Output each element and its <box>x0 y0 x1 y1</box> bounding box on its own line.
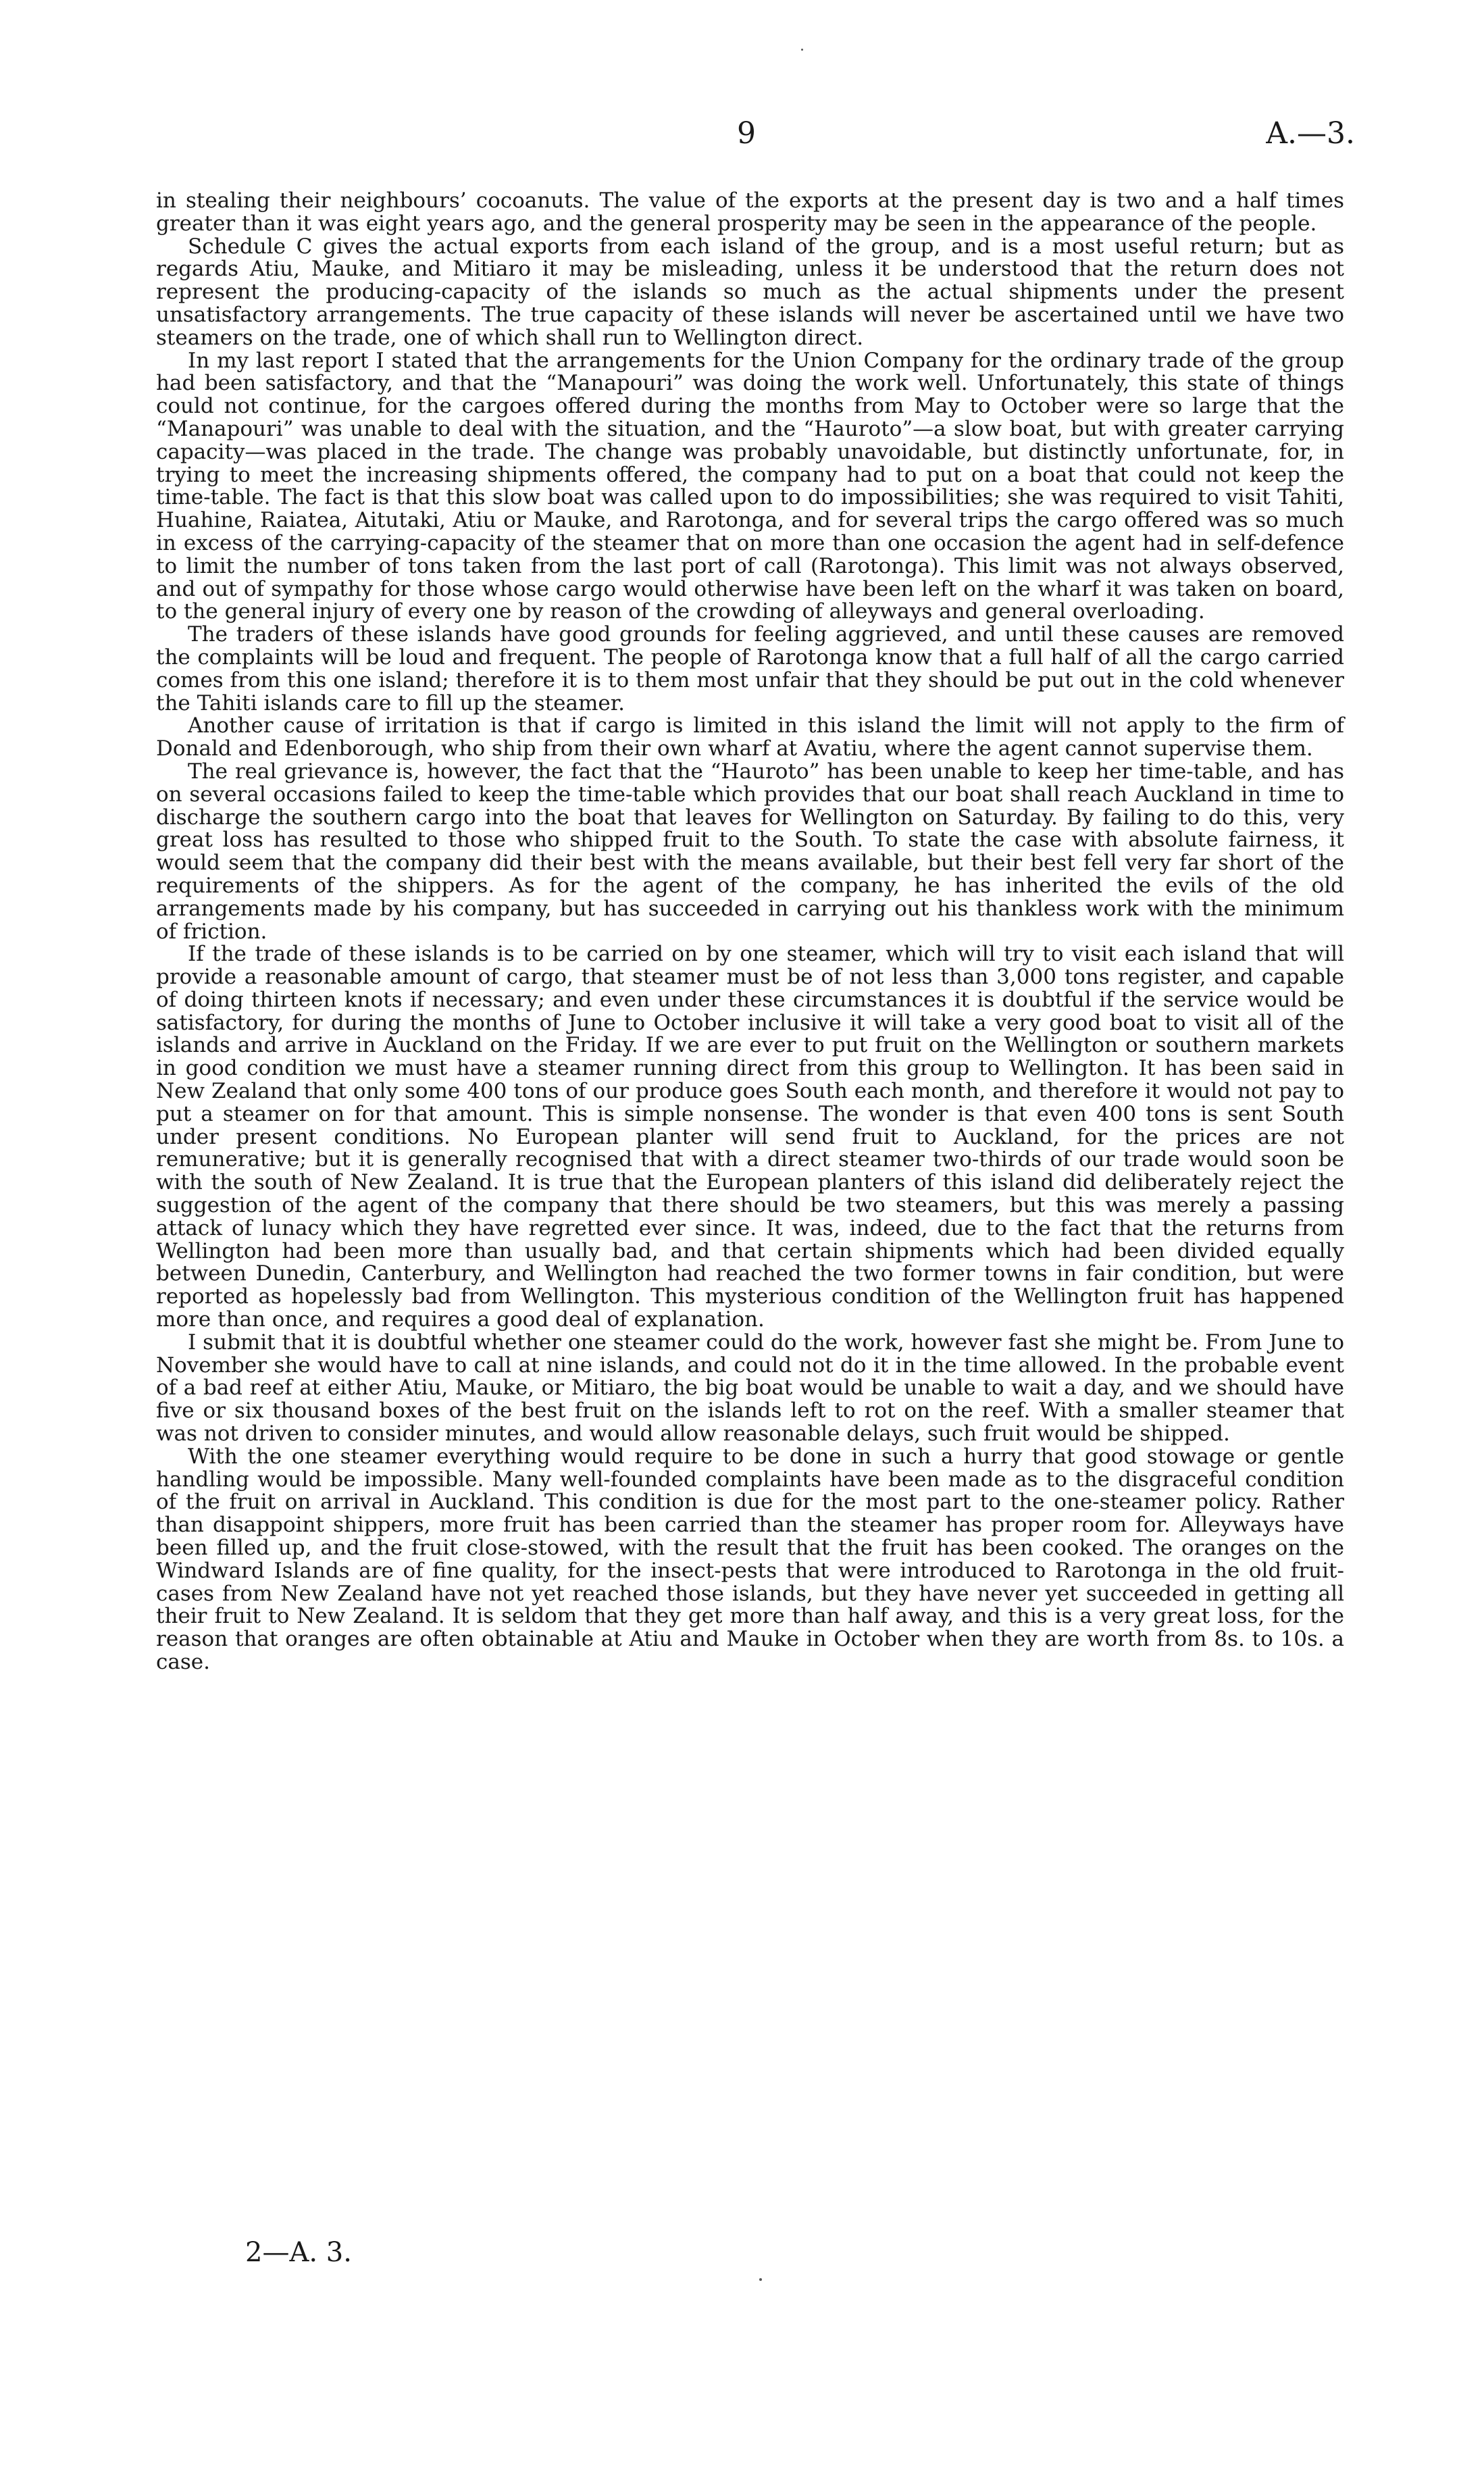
ink-speck <box>801 49 803 51</box>
paragraph-real-grievance: The real grievance is, however, the fact that the “Hauroto” has been unable to keep her time-table, and has on several occasions failed to keep the time-table which provides that our boat shall reach Auckland in time to discharge the southern cargo into the boat that leaves for Wellington on Saturday. By failing to do this, very great loss has resulted to those who shipped fruit to the South. To state the case with absolute fairness, it would seem that the company did their best with the means available, but their best fell very far short of the requirements of the shippers. As for the agent of the company, he has inherited the evils of the old arrangements made by his company, but has succeeded in carrying out his thankless work with the minimum of friction. <box>156 759 1344 944</box>
paragraph-doubtful: I submit that it is doubtful whether one steamer could do the work, however fast she might be. From June to November she would have to call at nine islands, and could not do it in the time allowed. In the probable event of a bad reef at either Atiu, Mauke, or Mitiaro, the big boat would be unable to wait a day, and we should have five or six thousand boxes of the best fruit on the islands left to rot on the reef. With a smaller steamer that was not driven to consider minutes, and would allow reasonable delays, such fruit would be shipped. <box>156 1330 1344 1446</box>
paragraph-schedule-c: Schedule C gives the actual exports from each island of the group, and is a most useful return; but as regards Atiu, Mauke, and Mitiaro it may be misleading, unless it be understood that the return does not represent the producing-capacity of the islands so much as the actual shipments under the present unsatisfactory arrangements. The true capacity of these islands will never be ascertained until we have two steamers on the trade, one of which shall run to Wellington direct. <box>156 234 1344 350</box>
document-reference: A.—3. <box>1266 116 1355 151</box>
signature-mark: 2—A. 3. <box>245 2237 352 2268</box>
paragraph-one-steamer: If the trade of these islands is to be carried on by one steamer, which will try to visit each island that will provide a reasonable amount of cargo, that steamer must be of not less than 3,000 tons register, and capable of doing thirteen knots if necessary; and even under these circumstances it is doubtful if the service would be satisfactory, for during the months of June to October inclusive it will take a very good boat to visit all of the islands and arrive in Auckland on the Friday. If we are ever to put fruit on the Wellington or southern markets in good condition we must have a steamer running direct from this group to Wellington. It has been said in New Zealand that only some 400 tons of our produce goes South each month, and therefore it would not pay to put a steamer on for that amount. This is simple nonsense. The wonder is that even 400 tons is sent South under present conditions. No European planter will send fruit to Auckland, for the prices are not remunerative; but it is generally recognised that with a direct steamer two-thirds of our trade would soon be with the south of New Zealand. It is true that the European planters of this island did deliberately reject the suggestion of the agent of the company that there should be two steamers, but this was merely a passing attack of lunacy which they have regretted ever since. It was, indeed, due to the fact that the returns from Wellington had been more than usually bad, and that certain shipments which had been divided equally between Dunedin, Canterbury, and Wellington had reached the two former towns in fair condition, but were reported as hopelessly bad from Wellington. This mysterious condition of the Wellington fruit has happened more than once, and requires a good deal of explanation. <box>156 942 1344 1332</box>
paragraph-irritation: Another cause of irritation is that if cargo is limited in this island the limit will not apply to the firm of Donald and Edenborough, who ship from their own wharf at Avatiu, where the agent cannot supervise them. <box>156 713 1344 761</box>
paragraph-traders-aggrieved: The traders of these islands have good grounds for feeling aggrieved, and until these causes are removed the complaints will be loud and frequent. The people of Rarotonga know that a full half of all the cargo carried comes from this one island; therefore it is to them most unfair that they should be put out in the cold whenever the Tahiti islands care to fill up the steamer. <box>156 622 1344 715</box>
paragraph-cocoanuts: in stealing their neighbours’ cocoanuts. The value of the exports at the present day is two and a half times greater than it was eight years ago, and the general prosperity may be seen in the appearance of the people. <box>156 188 1344 236</box>
body-text <box>156 190 1344 1674</box>
ink-speck <box>759 2278 762 2281</box>
paragraph-stowage: With the one steamer everything would require to be done in such a hurry that good stowage or gentle handling would be impossible. Many well-founded complaints have been made as to the disgraceful condition of the fruit on arrival in Auckland. This condition is due for the most part to the one-steamer policy. Rather than disappoint shippers, more fruit has been carried than the steamer has proper room for. Alleyways have been filled up, and the fruit close-stowed, with the result that the fruit has been cooked. The oranges on the Windward Islands are of fine quality, for the insect-pests that were introduced to Rarotonga in the old fruit-cases from New Zealand have not yet reached those islands, but they have never yet succeeded in getting all their fruit to New Zealand. It is seldom that they get more than half away, and this is a very great loss, for the reason that oranges are often obtainable at Atiu and Mauke in October when they are worth from 8s. to 10s. a case. <box>156 1444 1344 1674</box>
page-number: 9 <box>737 116 756 151</box>
paragraph-last-report: In my last report I stated that the arrangements for the Union Company for the ordinary trade of the group had been satisfactory, and that the “Manapouri” was doing the work well. Unfortunately, this state of things could not continue, for the cargoes offered during the months from May to October were so large that the “Manapouri” was unable to deal with the situation, and the “Hauroto”—a slow boat, but with greater carrying capacity—was placed in the trade. The change was probably unavoidable, but distinctly unfortunate, for, in trying to meet the increasing shipments offered, the company had to put on a boat that could not keep the time-table. The fact is that this slow boat was called upon to do impossibilities; she was required to visit Tahiti, Huahine, Raiatea, Aitutaki, Atiu or Mauke, and Rarotonga, and for several trips the cargo offered was so much in excess of the carrying-capacity of the steamer that on more than one occasion the agent had in self-defence to limit the number of tons taken from the last port of call (Rarotonga). This limit was not always observed, and out of sympathy for those whose cargo would otherwise have been left on the wharf it was taken on board, to the general injury of every one by reason of the crowding of alleyways and general overloading. <box>156 348 1344 624</box>
